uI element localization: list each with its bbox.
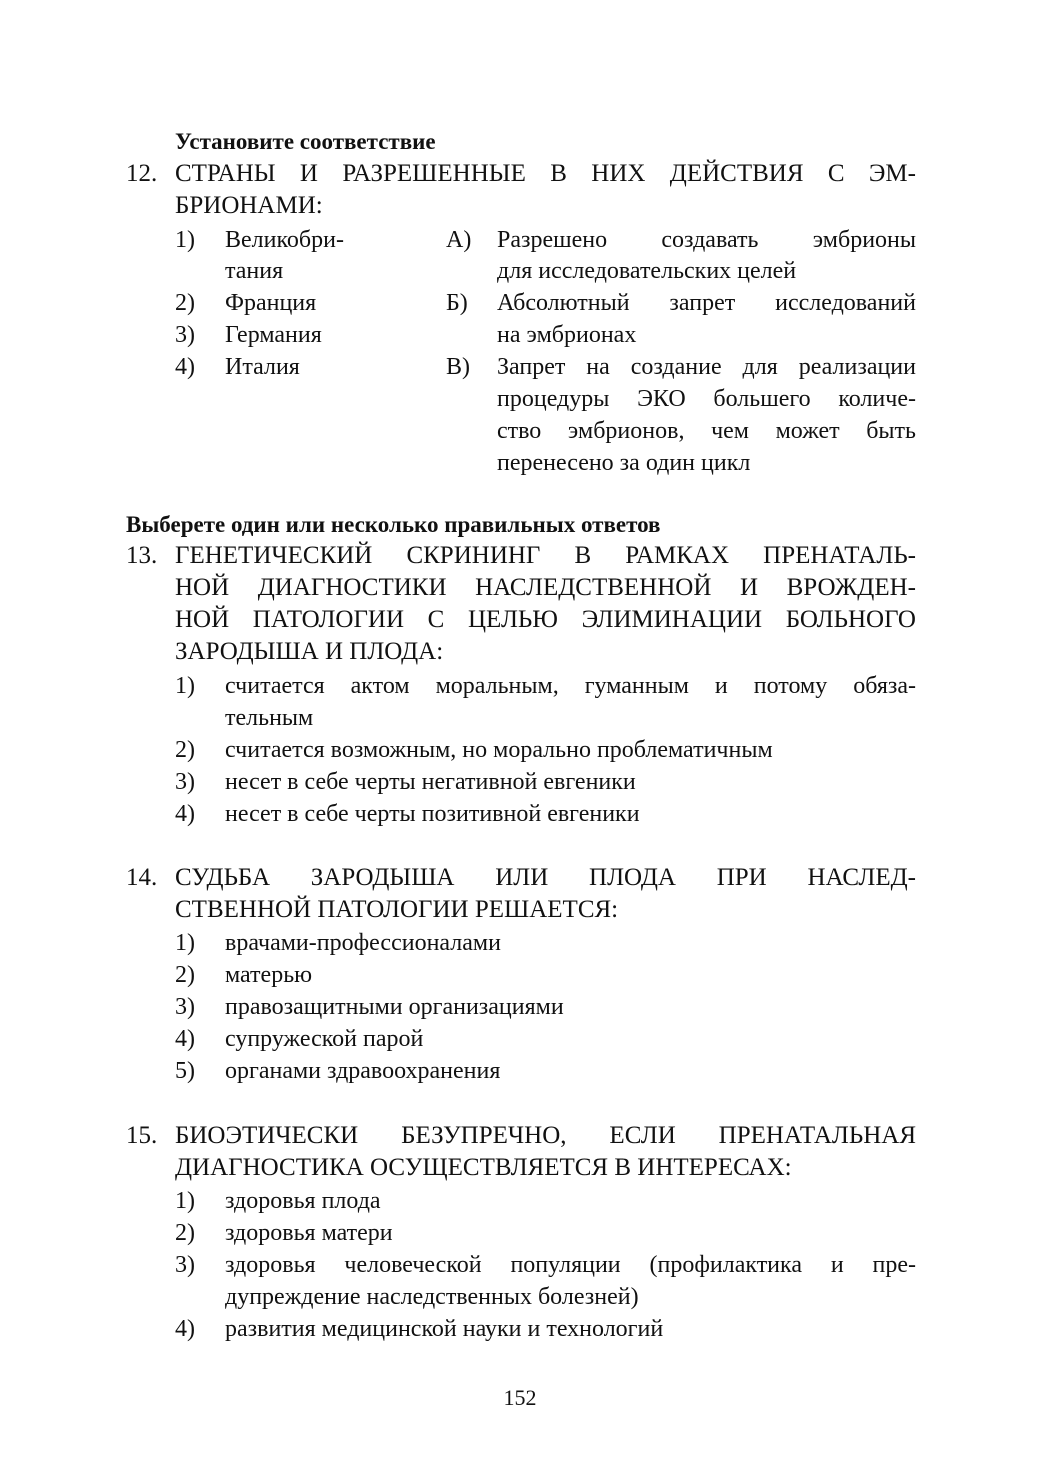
option-number: 4) <box>175 1316 195 1342</box>
option-number: 4) <box>175 354 195 380</box>
option-text: Разрешено создавать эмбрионы <box>497 227 916 253</box>
question-number: 13. <box>126 542 158 569</box>
option-text: здоровья человеческой популяции (профилактика и пре- <box>225 1252 916 1278</box>
option-text: несет в себе черты негативной евгеники <box>225 769 636 795</box>
question-number: 12. <box>126 160 158 187</box>
option-number: 5) <box>175 1058 195 1084</box>
option-text: дупреждение наследственных болезней) <box>225 1284 639 1310</box>
option-text: матерью <box>225 962 313 988</box>
option-text: тельным <box>225 705 314 731</box>
option-text: органами здравоохранения <box>225 1058 501 1084</box>
option-number: 1) <box>175 227 195 253</box>
option-letter: В) <box>446 354 470 380</box>
option-text: Италия <box>225 354 300 380</box>
option-text: Запрет на создание для реализации <box>497 354 916 380</box>
question-text-line: БИОЭТИЧЕСКИ БЕЗУПРЕЧНО, ЕСЛИ ПРЕНАТАЛЬНАЯ <box>175 1122 916 1149</box>
option-number: 3) <box>175 994 195 1020</box>
question-text-line: ДИАГНОСТИКА ОСУЩЕСТВЛЯЕТСЯ В ИНТЕРЕСАХ: <box>175 1154 792 1181</box>
option-text: несет в себе черты позитивной евгеники <box>225 801 640 827</box>
option-text: Германия <box>225 322 322 348</box>
option-number: 2) <box>175 737 195 763</box>
option-number: 2) <box>175 1220 195 1246</box>
option-text: Абсолютный запрет исследований <box>497 290 916 316</box>
option-text: супружеской парой <box>225 1026 424 1052</box>
option-number: 1) <box>175 1188 195 1214</box>
question-text-line: СТРАНЫ И РАЗРЕШЕННЫЕ В НИХ ДЕЙСТВИЯ С ЭМ- <box>175 160 916 187</box>
option-text: процедуры ЭКО большего количе- <box>497 386 916 412</box>
option-text: здоровья плода <box>225 1188 381 1214</box>
question-text-line: ЗАРОДЫША И ПЛОДА: <box>175 638 444 665</box>
option-text: врачами-профессионалами <box>225 930 501 956</box>
option-number: 4) <box>175 1026 195 1052</box>
option-text: перенесено за один цикл <box>497 450 751 476</box>
question-text-line: СТВЕННОЙ ПАТОЛОГИИ РЕШАЕТСЯ: <box>175 896 619 923</box>
question-number: 14. <box>126 864 158 891</box>
question-number: 15. <box>126 1122 158 1149</box>
question-text-line: БРИОНАМИ: <box>175 192 323 219</box>
question-text-line: НОЙ ДИАГНОСТИКИ НАСЛЕДСТВЕННОЙ И ВРОЖДЕН- <box>175 574 916 601</box>
option-number: 3) <box>175 1252 195 1278</box>
question-text-line: НОЙ ПАТОЛОГИИ С ЦЕЛЬЮ ЭЛИМИНАЦИИ БОЛЬНОГО <box>175 606 916 633</box>
option-text: на эмбрионах <box>497 322 637 348</box>
option-text: Франция <box>225 290 317 316</box>
option-text: считается возможным, но морально проблематичным <box>225 737 773 763</box>
page-number: 152 <box>503 1385 537 1410</box>
option-text: здоровья матери <box>225 1220 393 1246</box>
option-text: правозащитными организациями <box>225 994 564 1020</box>
option-number: 2) <box>175 962 195 988</box>
option-text: развития медицинской науки и технологий <box>225 1316 664 1342</box>
option-number: 1) <box>175 673 195 699</box>
option-number: 1) <box>175 930 195 956</box>
option-text: для исследовательских целей <box>497 258 797 284</box>
option-text: ство эмбрионов, чем может быть <box>497 418 916 444</box>
question-text-line: ГЕНЕТИЧЕСКИЙ СКРИНИНГ В РАМКАХ ПРЕНАТАЛЬ- <box>175 542 916 569</box>
option-letter: А) <box>446 227 472 253</box>
option-text: считается актом моральным, гуманным и потому обяза- <box>225 673 916 699</box>
option-text: тания <box>225 258 284 284</box>
question-text-line: СУДЬБА ЗАРОДЫША ИЛИ ПЛОДА ПРИ НАСЛЕД- <box>175 864 916 891</box>
option-number: 2) <box>175 290 195 316</box>
option-number: 3) <box>175 322 195 348</box>
option-text: Великобри- <box>225 227 344 253</box>
instruction-matching: Установите соответствие <box>175 129 436 154</box>
option-letter: Б) <box>446 290 468 316</box>
instruction-choose: Выберете один или несколько правильных ответов <box>126 512 661 537</box>
option-number: 3) <box>175 769 195 795</box>
option-number: 4) <box>175 801 195 827</box>
